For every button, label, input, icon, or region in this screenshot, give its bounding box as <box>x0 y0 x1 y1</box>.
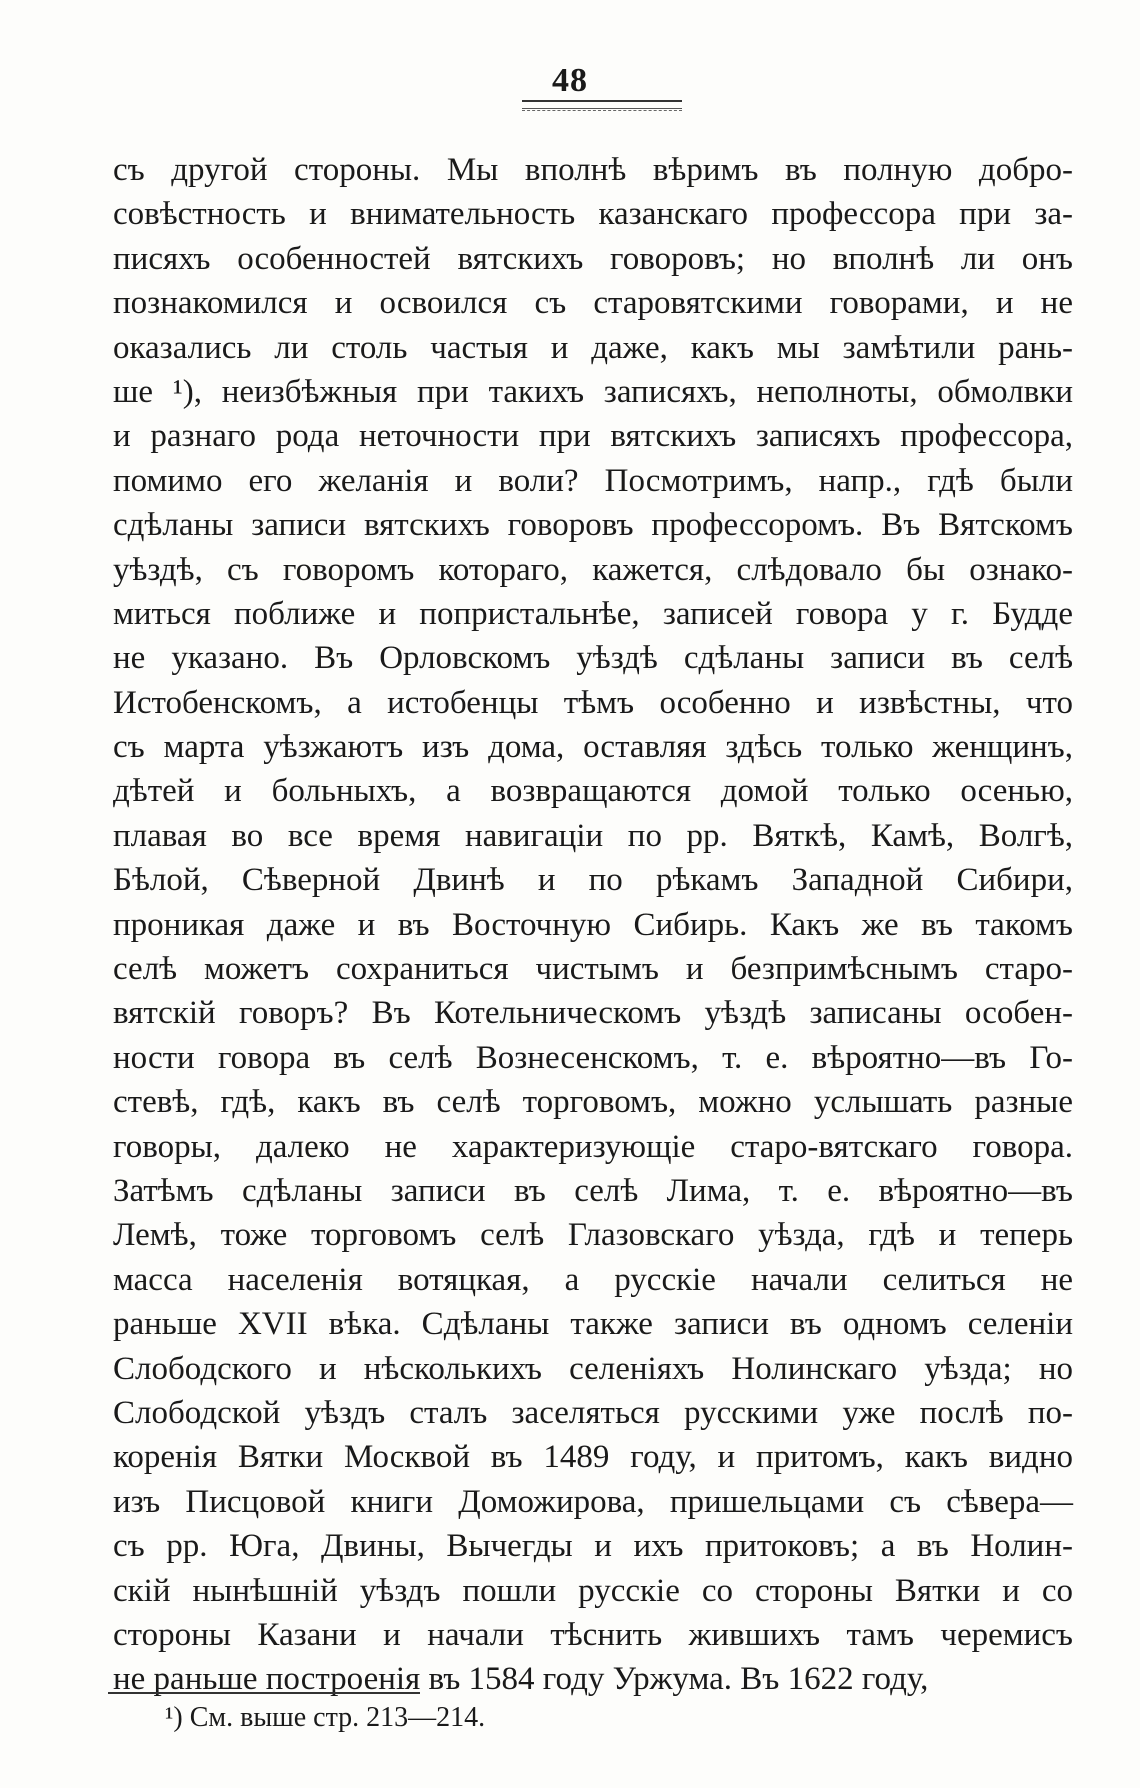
text-line: писяхъ особенностей вятскихъ говоровъ; но вполнѣ ли онъ <box>113 240 1073 277</box>
footnote-rule <box>108 1692 420 1694</box>
header-rule-dashed <box>522 110 682 111</box>
body-text <box>113 148 1073 1702</box>
text-line: Бѣлой, Сѣверной Двинѣ и по рѣкамъ Западной Сибири, <box>113 862 1073 899</box>
text-line: вятскій говоръ? Въ Котельническомъ уѣздѣ записаны особен- <box>113 995 1073 1032</box>
text-line: уѣздѣ, съ говоромъ котораго, кажется, слѣдовало бы ознако- <box>113 551 1073 588</box>
text-line: не указано. Въ Орловскомъ уѣздѣ сдѣланы записи въ селѣ <box>113 640 1073 677</box>
text-line: изъ Писцовой книги Доможирова, пришельцами съ сѣвера— <box>113 1483 1073 1520</box>
text-line: Слободской уѣздъ сталъ заселяться русскими уже послѣ по- <box>113 1394 1073 1431</box>
text-line: скій нынѣшній уѣздъ пошли русскіе со стороны Вятки и со <box>113 1572 1073 1609</box>
text-line: съ марта уѣзжаютъ изъ дома, оставляя здѣсь только женщинъ, <box>113 729 1073 766</box>
header-rule <box>522 100 682 109</box>
text-line: ности говора въ селѣ Вознесенскомъ, т. е. вѣроятно—въ Го- <box>113 1039 1073 1076</box>
text-line: ше ¹), неизбѣжныя при такихъ записяхъ, неполноты, обмолвки <box>113 373 1073 410</box>
text-line: съ рр. Юга, Двины, Вычегды и ихъ притоковъ; а въ Нолин- <box>113 1528 1073 1565</box>
text-line: масса населенія вотяцкая, а русскіе начали селиться не <box>113 1261 1073 1298</box>
page-number: 48 <box>552 62 588 99</box>
text-line: сдѣланы записи вятскихъ говоровъ профессоромъ. Въ Вятскомъ <box>113 507 1073 544</box>
text-line: Затѣмъ сдѣланы записи въ селѣ Лима, т. е. вѣроятно—въ <box>113 1172 1073 1209</box>
text-line: совѣстность и внимательность казанскаго профессора при за- <box>113 196 1073 233</box>
text-line: не раньше построенія въ 1584 году Уржума. Въ 1622 году, <box>113 1661 929 1698</box>
text-line: проникая даже и въ Восточную Сибирь. Какъ же въ такомъ <box>113 906 1073 943</box>
text-line: дѣтей и больныхъ, а возвращаются домой только осенью, <box>113 773 1073 810</box>
text-line: и разнаго рода неточности при вятскихъ записяхъ профессора, <box>113 418 1073 455</box>
text-line: коренія Вятки Москвой въ 1489 году, и притомъ, какъ видно <box>113 1439 1073 1476</box>
text-line: помимо его желанія и воли? Посмотримъ, напр., гдѣ были <box>113 462 1073 499</box>
text-line: стороны Казани и начали тѣснить жившихъ тамъ черемисъ <box>113 1616 1073 1653</box>
text-line: говоры, далеко не характеризующіе старо-вятскаго говора. <box>113 1128 1073 1165</box>
text-line: раньше XVII вѣка. Сдѣланы также записи въ одномъ селеніи <box>113 1306 1073 1343</box>
text-line: селѣ можетъ сохраниться чистымъ и безпримѣснымъ старо- <box>113 951 1073 988</box>
footnote: ¹) См. выше стр. 213—214. <box>165 1702 486 1733</box>
text-line: миться поближе и попристальнѣе, записей говора у г. Будде <box>113 595 1073 632</box>
text-line: Истобенскомъ, а истобенцы тѣмъ особенно и извѣстны, что <box>113 684 1073 721</box>
text-line: познакомился и освоился съ старовятскими говорами, и не <box>113 285 1073 322</box>
text-line: плавая во все время навигаціи по рр. Вяткѣ, Камѣ, Волгѣ, <box>113 817 1073 854</box>
text-line: съ другой стороны. Мы вполнѣ вѣримъ въ полную добро- <box>113 152 1073 188</box>
text-line: стевѣ, гдѣ, какъ въ селѣ торговомъ, можно услышать разные <box>113 1084 1073 1121</box>
text-line: оказались ли столь частыя и даже, какъ мы замѣтили рань- <box>113 329 1073 366</box>
text-line: Лемѣ, тоже торговомъ селѣ Глазовскаго уѣзда, гдѣ и теперь <box>113 1217 1073 1254</box>
text-line: Слободского и нѣсколькихъ селеніяхъ Нолинскаго уѣзда; но <box>113 1350 1073 1387</box>
